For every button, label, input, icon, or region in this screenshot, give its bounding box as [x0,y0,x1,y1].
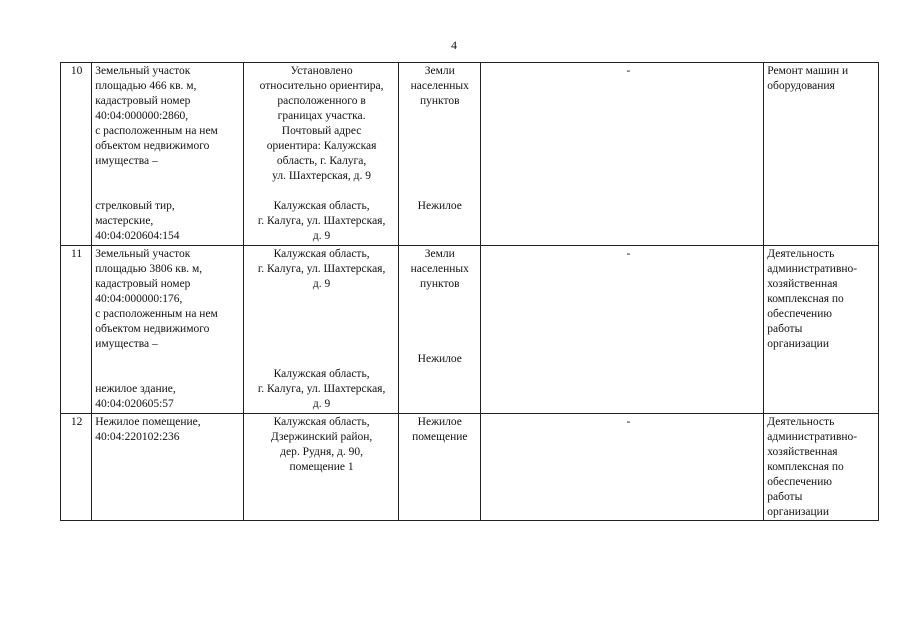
address-line: расположенного в [277,95,366,107]
address-line: ориентира: Калужская [266,140,377,152]
usage-line: организации [767,506,829,518]
object-line: 40:04:000000:2860, [95,110,189,122]
dash-mark: - [626,65,631,77]
category-line: населенных [410,263,469,275]
usage-line: хозяйственная [767,446,838,458]
row-number: 10 [61,63,92,246]
category-line: Земли [424,65,455,77]
object-usage [764,414,879,521]
empty-column [480,246,764,414]
usage-line: оборудования [767,80,835,92]
address-line: д. 9 [312,398,331,410]
address-line: ул. Шахтерская, д. 9 [272,170,371,182]
table-row [61,63,879,246]
object-line: стрелковый тир, [95,200,175,212]
object-line: имущества – [95,338,158,350]
address-line: Калужская область, [273,200,370,212]
category-line: Нежилое [417,200,462,212]
row-number: 12 [61,414,92,521]
object-line: объектом недвижимого [95,323,210,335]
object-category [399,246,480,414]
object-line: 40:04:000000:176, [95,293,183,305]
usage-line: хозяйственная [767,278,838,290]
usage-line: обеспечению [767,308,832,320]
object-line: мастерские, [95,215,154,227]
object-line: имущества – [95,155,158,167]
object-usage [764,63,879,246]
address-line: границах участка. [277,110,366,122]
category-line: пунктов [420,95,460,107]
usage-line: комплексная по [767,293,844,305]
address-line: относительно ориентира, [259,80,384,92]
object-line: с расположенным на нем [95,308,218,320]
object-line: 40:04:220102:236 [95,431,180,443]
object-line: 40:04:020604:154 [95,230,180,242]
category-line: Нежилое [417,353,462,365]
address-line: Установлено [290,65,353,77]
empty-column [480,63,764,246]
dash-mark: - [626,416,631,428]
address-line: г. Калуга, ул. Шахтерская, [257,215,386,227]
usage-line: комплексная по [767,461,844,473]
object-line: Земельный участок [95,248,191,260]
object-line: площадью 466 кв. м, [95,80,197,92]
property-table [60,62,879,521]
table-row [61,246,879,414]
object-usage [764,246,879,414]
usage-line: Деятельность [767,416,835,428]
empty-column [480,414,764,521]
category-line: населенных [410,80,469,92]
object-line: площадью 3806 кв. м, [95,263,203,275]
category-line: помещение [412,431,468,443]
usage-line: административно- [767,431,858,443]
address-line: Почтовый адрес [281,125,362,137]
usage-line: Деятельность [767,248,835,260]
usage-line: работы [767,323,803,335]
object-line: нежилое здание, [95,383,176,395]
category-line: Земли [424,248,455,260]
object-address [244,63,399,246]
dash-mark: - [626,248,631,260]
category-line: пунктов [420,278,460,290]
object-line: 40:04:020605:57 [95,398,174,410]
category-line: Нежилое [417,416,462,428]
object-description [92,246,244,414]
usage-line: Ремонт машин и [767,65,849,77]
address-line: помещение 1 [289,461,354,473]
usage-line: работы [767,491,803,503]
object-category [399,63,480,246]
address-line: Дзержинский район, [270,431,373,443]
table-row [61,414,879,521]
address-line: Калужская область, [273,416,370,428]
object-line: кадастровый номер [95,278,191,290]
address-line: дер. Рудня, д. 90, [280,446,364,458]
object-line: кадастровый номер [95,95,191,107]
object-category [399,414,480,521]
object-address [244,414,399,521]
address-line: д. 9 [312,230,331,242]
object-description [92,63,244,246]
object-address [244,246,399,414]
object-line: с расположенным на нем [95,125,218,137]
address-line: г. Калуга, ул. Шахтерская, [257,383,386,395]
object-line: Земельный участок [95,65,191,77]
usage-line: обеспечению [767,476,832,488]
address-line: г. Калуга, ул. Шахтерская, [257,263,386,275]
address-line: Калужская область, [273,368,370,380]
object-description [92,414,244,521]
page-number: 4 [451,38,457,52]
usage-line: административно- [767,263,858,275]
object-line: Нежилое помещение, [95,416,201,428]
object-line: объектом недвижимого [95,140,210,152]
row-number: 11 [61,246,92,414]
address-line: д. 9 [312,278,331,290]
address-line: область, г. Калуга, [276,155,367,167]
address-line: Калужская область, [273,248,370,260]
usage-line: организации [767,338,829,350]
